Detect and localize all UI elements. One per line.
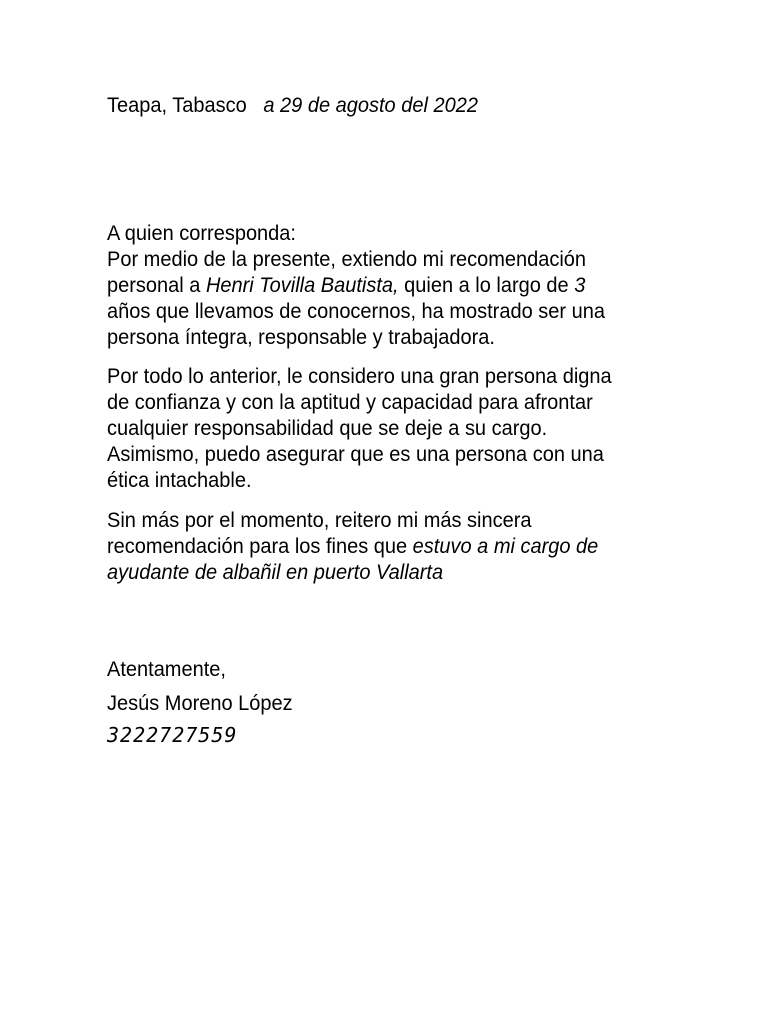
recommended-person-name: Henri Tovilla Bautista, <box>205 273 399 297</box>
paragraph-3-line-2-text-b: estuvo a mi cargo de <box>412 534 599 558</box>
header-date: a 29 de agosto del 2022 <box>263 93 478 117</box>
paragraph-3-line-2-text-a: recomendación para los fines que <box>107 534 413 558</box>
salutation: A quien corresponda: <box>107 221 296 245</box>
paragraph-2-line-1: Por todo lo anterior, le considero una gran persona digna <box>107 364 612 388</box>
paragraph-1-line-2 <box>107 272 585 298</box>
paragraph-1-line-1: Por medio de la presente, extiendo mi recomendación <box>107 247 587 271</box>
signer-phone: 3222727559 <box>107 723 238 747</box>
paragraph-2-line-5: ética intachable. <box>107 468 252 492</box>
years-count: 3 <box>574 273 586 297</box>
paragraph-1-line-2-text-b: quien a lo largo de <box>398 273 575 297</box>
paragraph-1-line-4: persona íntegra, responsable y trabajadora. <box>107 325 495 349</box>
paragraph-2-line-4: Asimismo, puedo asegurar que es una persona con una <box>107 442 604 466</box>
paragraph-1-line-3: años que llevamos de conocernos, ha mostrado ser una <box>107 299 605 323</box>
paragraph-2-line-2: de confianza y con la aptitud y capacidad para afrontar <box>107 390 593 414</box>
paragraph-3-line-2 <box>107 533 598 559</box>
signer-name: Jesús Moreno López <box>107 691 293 715</box>
paragraph-3-line-3: ayudante de albañil en puerto Vallarta <box>107 560 444 584</box>
closing-farewell: Atentamente, <box>107 657 226 681</box>
paragraph-1-line-2-text-a: personal a <box>107 273 206 297</box>
paragraph-2-line-3: cualquier responsabilidad que se deje a su cargo. <box>107 416 548 440</box>
header-line <box>107 92 478 118</box>
header-place: Teapa, Tabasco <box>107 93 247 117</box>
paragraph-3-line-1: Sin más por el momento, reitero mi más sincera <box>107 508 532 532</box>
